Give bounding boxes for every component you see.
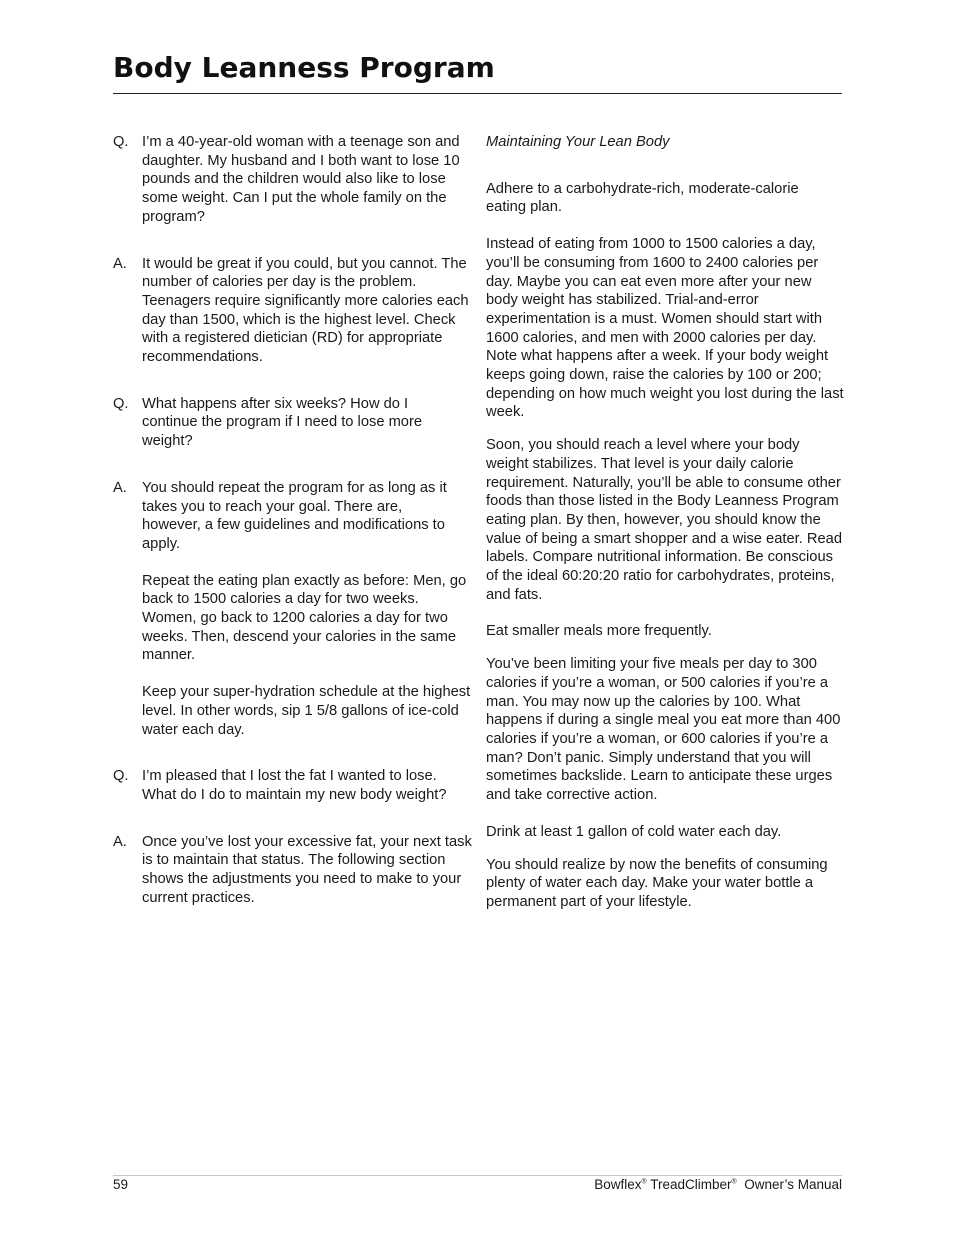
qa-text: Keep your super-hydration schedule at the highest level. In other words, sip 1 5/8 gallons of ice-cold water each day.	[142, 684, 471, 738]
qa-text: What happens after six weeks? How do I continue the program if I need to lose more weight?	[142, 395, 423, 450]
section-heading: Maintaining Your Lean Body	[486, 134, 670, 150]
maintenance-column	[486, 133, 846, 912]
qa-column	[113, 133, 473, 908]
qa-item	[113, 833, 473, 908]
tip-title: Eat smaller meals more frequently.	[486, 623, 712, 640]
tip-paragraph: You should realize by now the benefits of consuming plenty of water each day. Make your water bottle a permanent part of your lifestyle.	[486, 856, 828, 910]
tip-title: Drink at least 1 gallon of cold water each day.	[486, 823, 782, 840]
qa-label: A.	[113, 833, 127, 850]
page-title: Body Leanness Program	[113, 51, 495, 84]
qa-label: A.	[113, 255, 127, 272]
qa-text: You should repeat the program for as long as it takes you to reach your goal. There are, however, a few guidelines and modifications to apply.	[142, 479, 447, 552]
qa-item	[113, 395, 473, 451]
qa-label: Q.	[113, 395, 129, 412]
footer-product: TreadClimber	[650, 1177, 732, 1192]
footer-doc: Owner’s Manual	[744, 1177, 842, 1192]
tip-paragraph: Instead of eating from 1000 to 1500 calories a day, you’ll be consuming from 1600 to 2400 calories per day. Maybe you can eat even more after your new body weight has stabilized. Trial-and-error experimentation is a must. Women should start with 1600 calories, and men with 2000 calories per day. Note what happens after a week. If your body weight keeps going down, raise the calories by 100 or 200; depending on how much weight you lost during the last week.	[486, 236, 844, 421]
tip-title: Adhere to a carbohydrate-rich, moderate-calorie eating plan.	[486, 180, 799, 216]
registered-mark: ®	[641, 1178, 647, 1186]
qa-item	[113, 767, 473, 804]
tip-paragraph: You’ve been limiting your five meals per day to 300 calories if you’re a woman, or 500 calories if you’re a man. You may now up the calories by 100. What happens if during a single meal you eat more than 400 calories if you’re a woman, or 600 calories if you’re a man? Don’t panic. Simply understand that you will sometimes backslide. Learn to anticipate these urges and take corrective action.	[486, 656, 841, 804]
registered-mark: ®	[731, 1178, 737, 1186]
qa-item	[113, 479, 473, 739]
qa-item	[113, 255, 473, 367]
page-number: 59	[113, 1177, 129, 1192]
qa-text: It would be great if you could, but you cannot. The number of calories per day is the problem. Teenagers require significantly more calories each day than 1500, which is the highest level. Check with a registered dietician (RD) for appropriate recommendations.	[142, 255, 469, 366]
tip-paragraph: Soon, you should reach a level where your body weight stabilizes. That level is your daily calorie requirement. Naturally, you’ll be able to consume other foods than those listed in the Body Leanness Program eating plan. By then, however, you should know the value of being a smart shopper and a wise eater. Read labels. Compare nutritional information. Be conscious of the ideal 60:20:20 ratio for carbohydrates, proteins, and fats.	[486, 437, 842, 603]
qa-label: A.	[113, 479, 127, 496]
footer-manual-title	[594, 1176, 842, 1193]
footer-brand: Bowflex	[594, 1177, 642, 1192]
qa-text: I’m pleased that I lost the fat I wanted to lose. What do I do to maintain my new body weight?	[142, 768, 447, 803]
qa-text: I’m a 40-year-old woman with a teenage son and daughter. My husband and I both want to lose 10 pounds and the children would also like to lose some weight. Can I put the whole family on the program?	[142, 134, 460, 225]
qa-text: Once you’ve lost your excessive fat, your next task is to maintain that status. The following section shows the adjustments you need to make to your current practices.	[142, 833, 472, 906]
qa-item	[113, 133, 473, 227]
qa-label: Q.	[113, 134, 129, 150]
qa-text: Repeat the eating plan exactly as before: Men, go back to 1500 calories a day for two weeks. Women, go back to 1200 calories a day for two weeks. Then, descend your calories in the same manner.	[142, 572, 467, 664]
qa-label: Q.	[113, 768, 129, 785]
header-divider	[113, 93, 842, 94]
